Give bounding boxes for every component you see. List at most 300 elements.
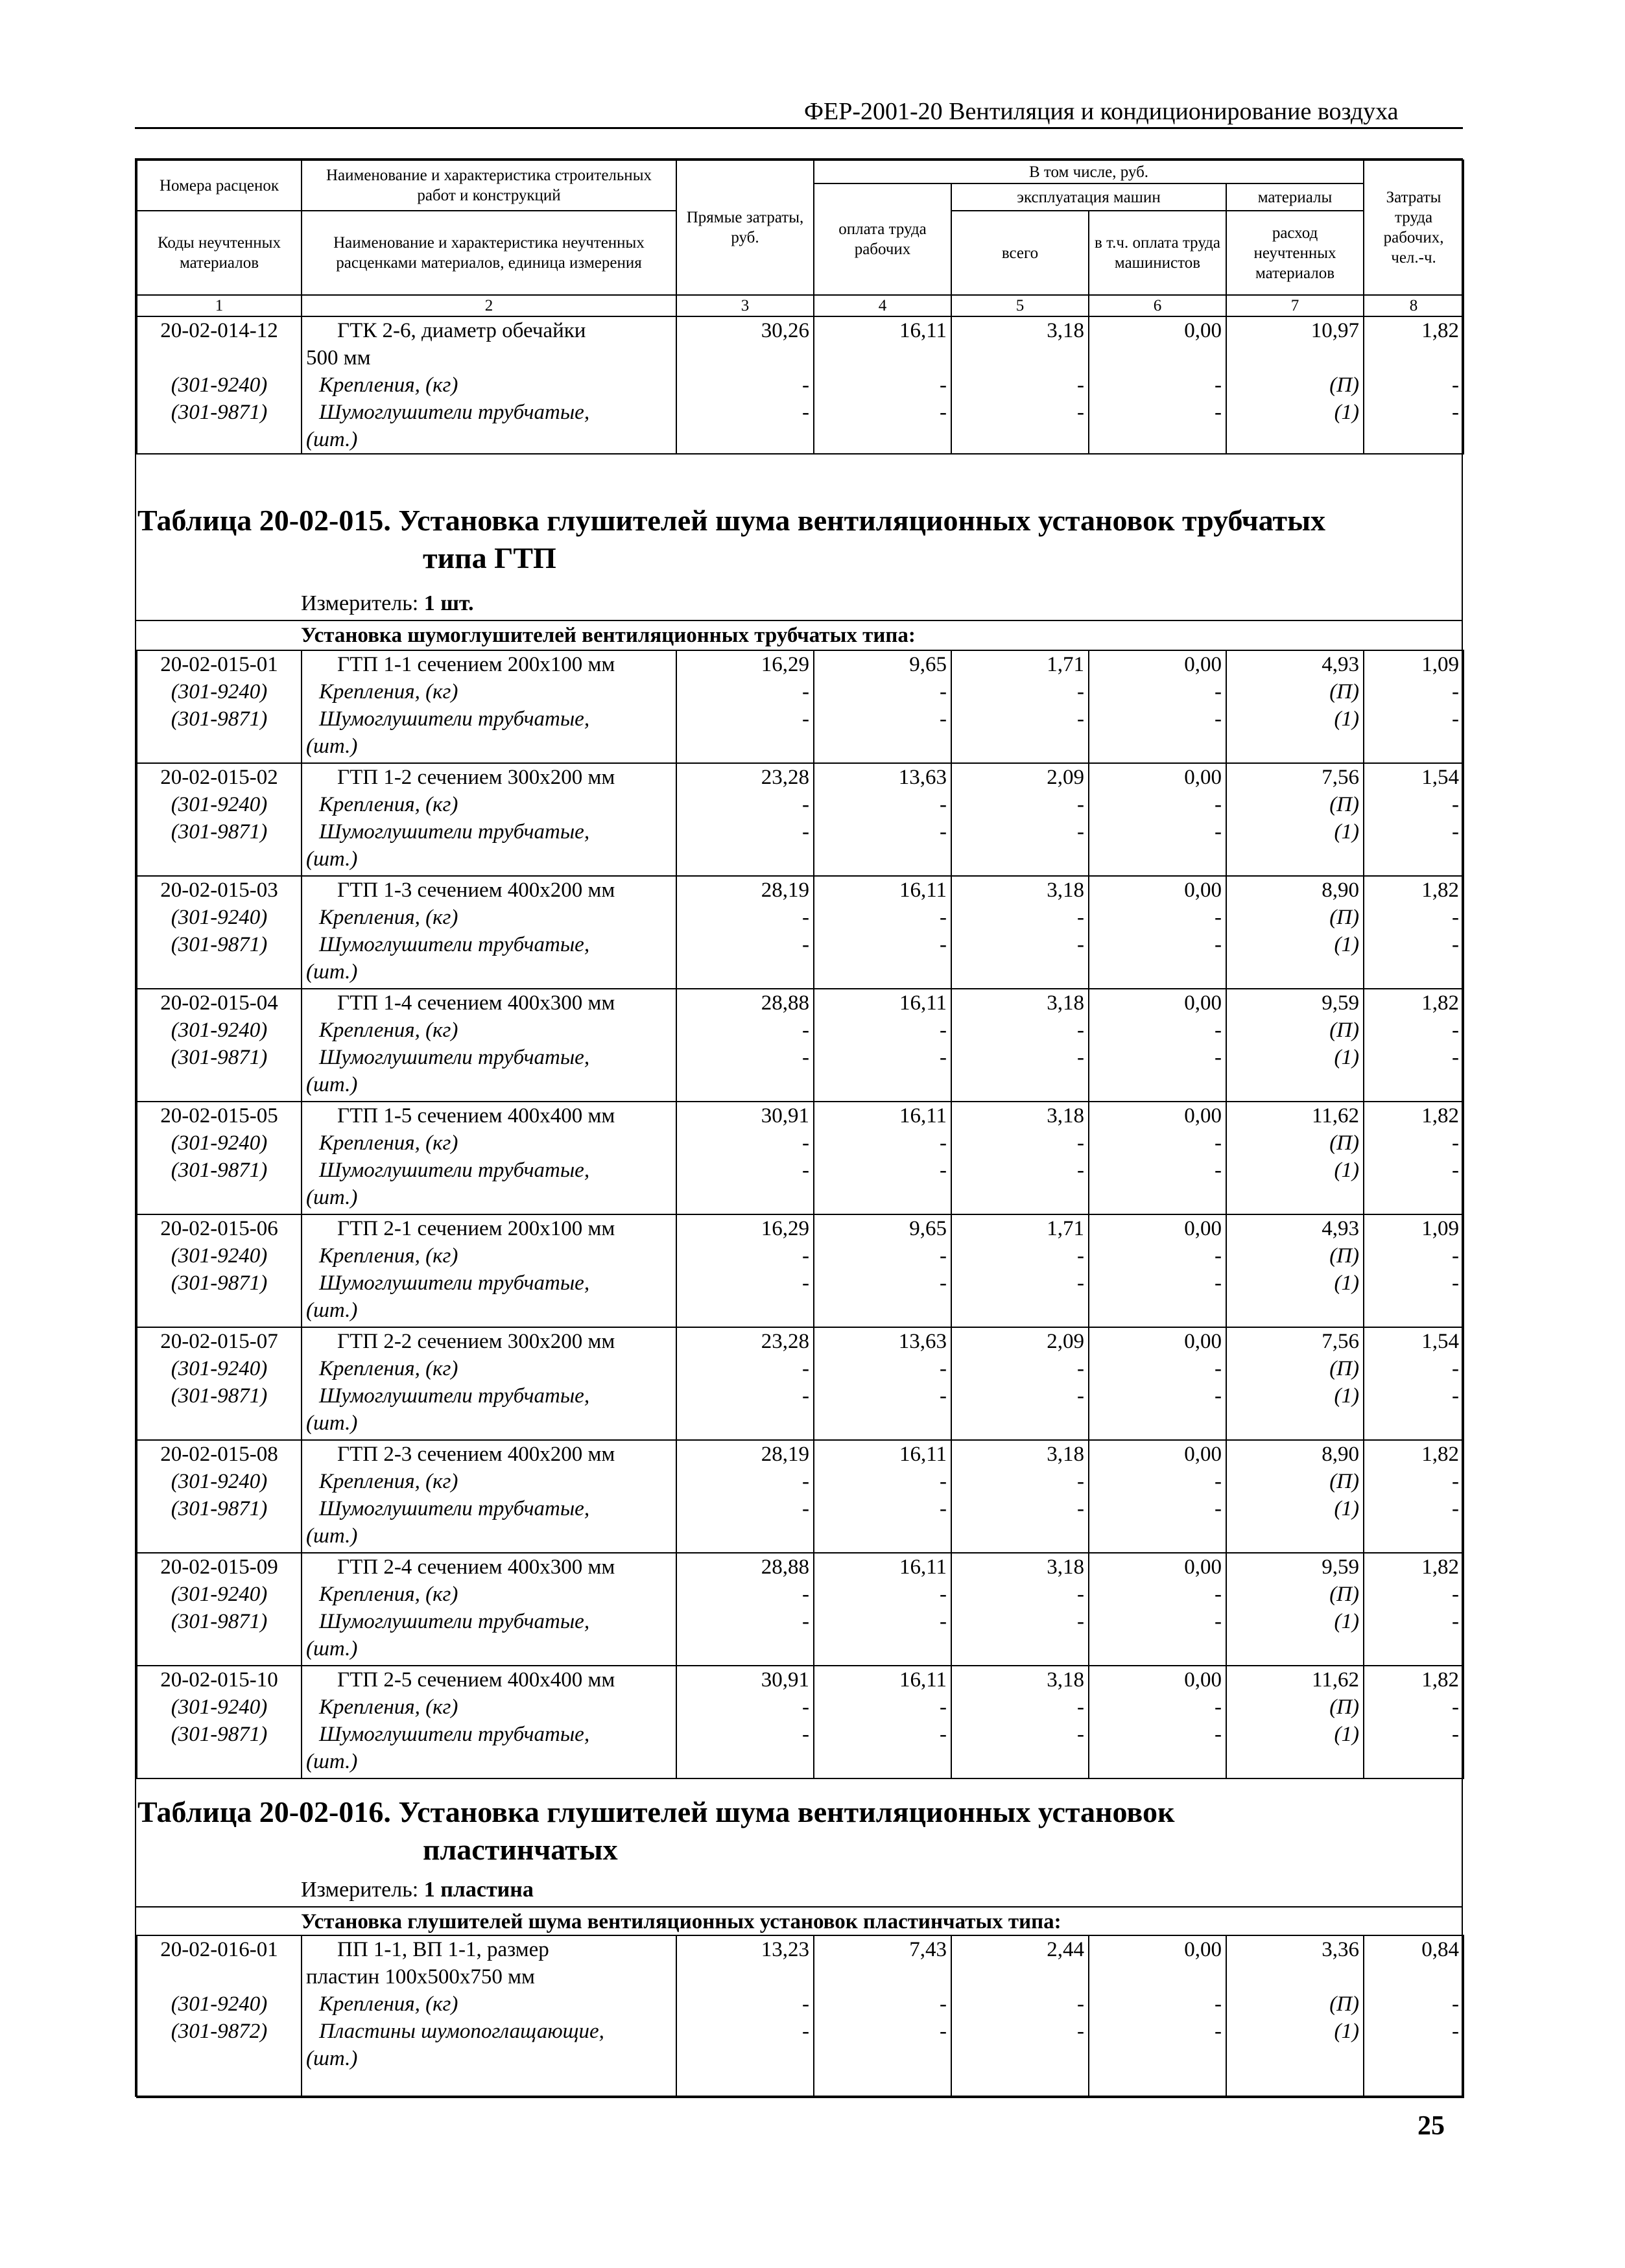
value: - (1452, 793, 1459, 816)
value: - (1077, 1357, 1084, 1380)
machines-total-cell (951, 1666, 1089, 1778)
labor-hours-cell: 1,82 - - (1364, 316, 1464, 454)
value: - (1077, 1046, 1084, 1069)
materials-cell (1226, 876, 1364, 989)
col-header-machines: эксплуатация машин (951, 183, 1226, 211)
value: 13,63 (898, 766, 947, 789)
value: 28,19 (761, 879, 809, 902)
rate-name: ГТК 2-6, диаметр обечайки (337, 319, 586, 342)
value: (П) (1329, 1695, 1359, 1719)
value: 3,18 (1047, 1104, 1084, 1128)
page-number: 25 (1417, 2111, 1445, 2141)
rate-code: 20-02-015-04 (160, 991, 278, 1015)
value: - (940, 1384, 947, 1408)
value: - (1215, 1271, 1222, 1295)
value: 16,11 (899, 1555, 947, 1579)
table16-group-title: Установка глушителей шума вентиляционных установок пластинчатых типа: (301, 1910, 1062, 1933)
material-name-unit: (шт.) (306, 735, 358, 758)
rate-code: 20-02-015-02 (160, 766, 278, 789)
value: 16,29 (761, 653, 809, 676)
machinist-pay-cell (1089, 1102, 1226, 1214)
value: 1,82 (1421, 1555, 1459, 1579)
value: 16,29 (761, 1217, 809, 1240)
material-code: (301-9240) (171, 1992, 268, 2016)
material-code: (301-9240) (171, 793, 268, 816)
value: (1) (1334, 820, 1359, 844)
value: - (1452, 1159, 1459, 1182)
value: - (1215, 1610, 1222, 1633)
material-code: (301-9240) (171, 1244, 268, 1268)
value: (П) (1329, 680, 1359, 703)
value: - (940, 707, 947, 731)
col-number: 2 (302, 295, 676, 316)
material-code: (301-9871) (171, 1271, 268, 1295)
value: 1,82 (1421, 1104, 1459, 1128)
value: - (940, 906, 947, 929)
rate-name: ГТП 1-4 сечением 400х300 мм (337, 991, 615, 1015)
rate-code-cell (137, 1666, 302, 1778)
labor-hours-cell (1364, 1666, 1464, 1778)
value: 0,00 (1184, 991, 1222, 1015)
rate-name-cell (302, 876, 676, 989)
value: 1,54 (1421, 1330, 1459, 1353)
material-name: Шумоглушители трубчатые, (319, 401, 590, 424)
value: 0,00 (1184, 1555, 1222, 1579)
rate-code: 20-02-015-09 (160, 1555, 278, 1579)
rate-code-cell (137, 316, 302, 454)
machinist-pay-cell (1089, 1666, 1226, 1778)
material-name: Шумоглушители трубчатые, (319, 1610, 590, 1633)
value: 7,56 (1322, 1330, 1359, 1353)
value: - (1452, 1046, 1459, 1069)
value: - (1215, 793, 1222, 816)
direct-costs-cell (676, 989, 814, 1102)
worker-pay-cell: 16,11 - - (814, 316, 951, 454)
value: (П) (1329, 1244, 1359, 1268)
table16 (136, 1935, 1464, 2098)
value: - (802, 1159, 809, 1182)
value: - (1077, 1244, 1084, 1268)
material-name: Крепления, (кг) (319, 1357, 458, 1380)
worker-pay-cell (814, 1327, 951, 1440)
value: 0,00 (1184, 653, 1222, 676)
rate-code: 20-02-015-06 (160, 1217, 278, 1240)
value: 28,88 (761, 1555, 809, 1579)
machines-total-cell (951, 763, 1089, 876)
value: - (940, 1695, 947, 1719)
value: 28,19 (761, 1443, 809, 1466)
value: - (1077, 933, 1084, 956)
value: 3,18 (1047, 991, 1084, 1015)
rate-name: ГТП 2-2 сечением 300х200 мм (337, 1330, 615, 1353)
material-name: Шумоглушители трубчатые, (319, 1723, 590, 1746)
value: 4,93 (1322, 653, 1359, 676)
machinist-pay-cell (1089, 1440, 1226, 1553)
worker-pay-cell (814, 763, 951, 876)
rate-code: 20-02-015-07 (160, 1330, 278, 1353)
value: - (1077, 1723, 1084, 1746)
value: - (1077, 707, 1084, 731)
value: 1,82 (1421, 879, 1459, 902)
value: 16,11 (899, 879, 947, 902)
worker-pay-cell (814, 1102, 951, 1214)
material-name: Шумоглушители трубчатые, (319, 933, 590, 956)
material-name-unit: (шт.) (306, 847, 358, 871)
col-header-rate-numbers: Номера расценок (137, 160, 302, 211)
value: - (1215, 1470, 1222, 1493)
value: - (1215, 933, 1222, 956)
material-name: Шумоглушители трубчатые, (319, 1384, 590, 1408)
value: - (1452, 1610, 1459, 1633)
value: 0,00 (1184, 1217, 1222, 1240)
value: - (940, 1271, 947, 1295)
materials-cell: 10,97 (П) (1) (1226, 316, 1364, 454)
value: 3,18 (1047, 1555, 1084, 1579)
rate-name-cont: 500 мм (306, 346, 371, 370)
direct-costs-cell (676, 1440, 814, 1553)
material-name: Крепления, (кг) (319, 906, 458, 929)
value: 16,11 (899, 991, 947, 1015)
value: - (1215, 1723, 1222, 1746)
col-number: 6 (1089, 295, 1226, 316)
value: (1) (1334, 1723, 1359, 1746)
value: - (1452, 1583, 1459, 1606)
header-rule (135, 127, 1463, 129)
direct-costs-cell (676, 1102, 814, 1214)
machinist-pay-cell (1089, 989, 1226, 1102)
value: 16,11 (899, 1104, 947, 1128)
value: (1) (1334, 1159, 1359, 1182)
machines-total-cell (951, 1553, 1089, 1666)
material-code: (301-9871) (171, 707, 268, 731)
value: - (1452, 906, 1459, 929)
value: - (1077, 1384, 1084, 1408)
machines-total-cell (951, 1214, 1089, 1327)
value: - (940, 1131, 947, 1155)
value: - (1215, 906, 1222, 929)
worker-pay-cell: 7,43 - - (814, 1935, 951, 2097)
value: - (940, 793, 947, 816)
table15-title: Таблица 20-02-015. Установка глушителей шума вентиляционных установок трубчатых (137, 504, 1325, 537)
value: - (1077, 1583, 1084, 1606)
value: - (940, 1019, 947, 1042)
machines-total-cell: 3,18 - - (951, 316, 1089, 454)
labor-hours-cell (1364, 876, 1464, 989)
value: (П) (1329, 1131, 1359, 1155)
rate-name: ГТП 2-1 сечением 200х100 мм (337, 1217, 615, 1240)
rate-code-cell (137, 1102, 302, 1214)
material-code: (301-9871) (171, 933, 268, 956)
col-header-labor-hours: Затраты труда рабочих, чел.-ч. (1364, 160, 1464, 295)
table-row (137, 1102, 1464, 1214)
value: - (1077, 1470, 1084, 1493)
value: 1,54 (1421, 766, 1459, 789)
value: (1) (1334, 1271, 1359, 1295)
direct-costs-cell (676, 1327, 814, 1440)
value: 28,88 (761, 991, 809, 1015)
value: 0,00 (1184, 1443, 1222, 1466)
value: - (802, 933, 809, 956)
value: - (1077, 1159, 1084, 1182)
labor-hours-cell: 0,84 - - (1364, 1935, 1464, 2097)
material-name-unit: (шт.) (306, 1299, 358, 1322)
col-header-material-codes: Коды неучтенных материалов (137, 211, 302, 295)
table-row (137, 1935, 1464, 2097)
rate-code-cell (137, 763, 302, 876)
col-header-machines-total: всего (951, 211, 1089, 295)
value: - (1215, 1131, 1222, 1155)
rate-name: ГТП 2-4 сечением 400х300 мм (337, 1555, 615, 1579)
material-name: Крепления, (кг) (319, 1019, 458, 1042)
value: - (802, 793, 809, 816)
worker-pay-cell (814, 1553, 951, 1666)
col-number: 5 (951, 295, 1089, 316)
material-code: (301-9240) (171, 1019, 268, 1042)
value: 3,18 (1047, 1443, 1084, 1466)
value: 9,59 (1322, 1555, 1359, 1579)
material-code: (301-9240) (171, 1583, 268, 1606)
machines-total-cell (951, 1102, 1089, 1214)
material-name: Шумоглушители трубчатые, (319, 1271, 590, 1295)
material-name: Крепления, (кг) (319, 1992, 458, 2016)
value: - (1077, 1019, 1084, 1042)
machinist-pay-cell (1089, 1553, 1226, 1666)
material-name: Пластины шумопоглащающие, (319, 2020, 604, 2043)
table15-measure: Измеритель: 1 шт. (301, 591, 474, 615)
value: - (940, 1583, 947, 1606)
rate-code-cell (137, 1214, 302, 1327)
machinist-pay-cell (1089, 876, 1226, 989)
labor-hours-cell (1364, 989, 1464, 1102)
material-name-unit: (шт.) (306, 2047, 358, 2070)
rate-code: 20-02-015-03 (160, 879, 278, 902)
column-numbers-row (137, 295, 1464, 316)
materials-cell (1226, 989, 1364, 1102)
value: - (940, 820, 947, 844)
material-name: Шумоглушители трубчатые, (319, 1497, 590, 1520)
table-row (137, 876, 1464, 989)
labor-hours-cell (1364, 1553, 1464, 1666)
value: 0,00 (1184, 879, 1222, 902)
material-name-unit: (шт.) (306, 960, 358, 984)
value: - (940, 1470, 947, 1493)
value: - (802, 1610, 809, 1633)
value: - (802, 1497, 809, 1520)
worker-pay-cell (814, 1440, 951, 1553)
value: - (1215, 1695, 1222, 1719)
value: - (1452, 820, 1459, 844)
value: - (802, 1046, 809, 1069)
material-code: (301-9871) (171, 1497, 268, 1520)
value: - (1215, 707, 1222, 731)
machinist-pay-cell: 0,00 - - (1089, 316, 1226, 454)
table-header (136, 159, 1464, 455)
rate-code: 20-02-016-01 (160, 1938, 278, 1961)
value: 2,09 (1047, 766, 1084, 789)
rate-name-cell (302, 1440, 676, 1553)
value: (П) (1329, 1019, 1359, 1042)
col-number: 4 (814, 295, 951, 316)
material-code: (301-9240) (171, 1695, 268, 1719)
rate-name: ГТП 1-2 сечением 300х200 мм (337, 766, 615, 789)
col-header-direct-costs: Прямые затраты, руб. (676, 160, 814, 295)
value: - (1452, 1695, 1459, 1719)
material-name-unit: (шт.) (306, 1073, 358, 1096)
materials-cell (1226, 1440, 1364, 1553)
material-code: (301-9871) (171, 1723, 268, 1746)
machinist-pay-cell (1089, 1214, 1226, 1327)
rate-name-cell (302, 1553, 676, 1666)
machinist-pay-cell (1089, 650, 1226, 763)
value: 3,18 (1047, 879, 1084, 902)
value: 23,28 (761, 1330, 809, 1353)
value: - (1452, 680, 1459, 703)
table-row (137, 763, 1464, 876)
rate-name: ГТП 2-5 сечением 400х400 мм (337, 1668, 615, 1692)
value: 9,59 (1322, 991, 1359, 1015)
direct-costs-cell (676, 1553, 814, 1666)
direct-costs-cell (676, 650, 814, 763)
materials-cell (1226, 650, 1364, 763)
value: (П) (1329, 906, 1359, 929)
material-code: (301-9871) (171, 1384, 268, 1408)
col-number: 7 (1226, 295, 1364, 316)
value: - (1215, 1244, 1222, 1268)
material-code: (301-9871) (171, 1159, 268, 1182)
value: - (1077, 1497, 1084, 1520)
table16-measure: Измеритель: 1 пластина (301, 1878, 534, 1902)
worker-pay-cell (814, 1214, 951, 1327)
value: - (802, 1583, 809, 1606)
material-name-unit: (шт.) (306, 1524, 358, 1548)
rate-code-cell (137, 1935, 302, 2097)
material-name-unit: (шт.) (306, 1412, 358, 1435)
value: - (1452, 707, 1459, 731)
rate-code-cell (137, 989, 302, 1102)
value: (1) (1334, 707, 1359, 731)
value: 16,11 (899, 1443, 947, 1466)
machines-total-cell (951, 650, 1089, 763)
value: - (940, 1610, 947, 1633)
value: (П) (1329, 1357, 1359, 1380)
value: 9,65 (909, 653, 947, 676)
value: - (1077, 1695, 1084, 1719)
material-code: (301-9240) (171, 906, 268, 929)
value: - (1215, 680, 1222, 703)
rates-table-frame (135, 158, 1463, 2097)
value: - (940, 933, 947, 956)
table15-caption-block (136, 502, 1463, 615)
table15-title-cont: типа ГТП (423, 541, 556, 574)
table16-caption-block (136, 1793, 1463, 1902)
value: - (940, 680, 947, 703)
table-row (137, 1440, 1464, 1553)
machines-total-cell (951, 876, 1089, 989)
value: - (802, 1131, 809, 1155)
material-name: Шумоглушители трубчатые, (319, 820, 590, 844)
materials-cell: 3,36 (П) (1) (1226, 1935, 1364, 2097)
material-code: (301-9871) (171, 1610, 268, 1633)
value: (1) (1334, 1046, 1359, 1069)
material-name-unit: (шт.) (306, 1186, 358, 1209)
materials-cell (1226, 763, 1364, 876)
value: - (1215, 1159, 1222, 1182)
material-name: Крепления, (кг) (319, 373, 458, 397)
value: 4,93 (1322, 1217, 1359, 1240)
rate-code: 20-02-014-12 (160, 319, 278, 342)
col-number: 8 (1364, 295, 1464, 316)
value: - (1215, 820, 1222, 844)
value: - (1452, 1723, 1459, 1746)
material-name: Крепления, (кг) (319, 1695, 458, 1719)
value: - (1215, 1583, 1222, 1606)
rate-code-cell (137, 1327, 302, 1440)
value: 1,09 (1421, 653, 1459, 676)
value: - (1452, 1357, 1459, 1380)
rate-name: ПП 1-1, ВП 1-1, размер (337, 1938, 549, 1961)
value: 11,62 (1311, 1104, 1359, 1128)
rate-code-cell (137, 876, 302, 989)
value: - (940, 1159, 947, 1182)
value: - (1077, 680, 1084, 703)
value: - (940, 1357, 947, 1380)
materials-cell (1226, 1102, 1364, 1214)
rate-code: 20-02-015-05 (160, 1104, 278, 1128)
machines-total-cell (951, 1440, 1089, 1553)
value: - (802, 1723, 809, 1746)
value: - (1215, 1357, 1222, 1380)
value: (П) (1329, 1583, 1359, 1606)
rate-name-cell (302, 989, 676, 1102)
materials-cell (1226, 1553, 1364, 1666)
col-number: 3 (676, 295, 814, 316)
col-header-materials: материалы (1226, 183, 1364, 211)
direct-costs-cell (676, 1666, 814, 1778)
value: - (1452, 1019, 1459, 1042)
materials-cell (1226, 1327, 1364, 1440)
rate-name: ГТП 2-3 сечением 400х200 мм (337, 1443, 615, 1466)
worker-pay-cell (814, 650, 951, 763)
value: 13,63 (898, 1330, 947, 1353)
col-number: 1 (137, 295, 302, 316)
value: 3,18 (1047, 1668, 1084, 1692)
value: 0,00 (1184, 1104, 1222, 1128)
value: 0,00 (1184, 1668, 1222, 1692)
value: - (802, 1357, 809, 1380)
rate-code-cell (137, 650, 302, 763)
table15 (136, 650, 1464, 1779)
value: - (1077, 1271, 1084, 1295)
value: - (1215, 1497, 1222, 1520)
value: 1,82 (1421, 1668, 1459, 1692)
material-code: (301-9240) (171, 680, 268, 703)
value: 30,91 (761, 1668, 809, 1692)
col-header-including: В том числе, руб. (814, 160, 1364, 183)
value: (1) (1334, 933, 1359, 956)
table-row (137, 1327, 1464, 1440)
value: 0,00 (1184, 766, 1222, 789)
direct-costs-cell: 30,26 - - (676, 316, 814, 454)
rate-name-cont: пластин 100х500х750 мм (306, 1965, 535, 1989)
value: (1) (1334, 1610, 1359, 1633)
material-name-unit: (шт.) (306, 1637, 358, 1660)
material-name: Крепления, (кг) (319, 1131, 458, 1155)
table-row (137, 1214, 1464, 1327)
value: 30,91 (761, 1104, 809, 1128)
material-code: (301-9871) (171, 820, 268, 844)
material-name: Шумоглушители трубчатые, (319, 707, 590, 731)
labor-hours-cell (1364, 1440, 1464, 1553)
